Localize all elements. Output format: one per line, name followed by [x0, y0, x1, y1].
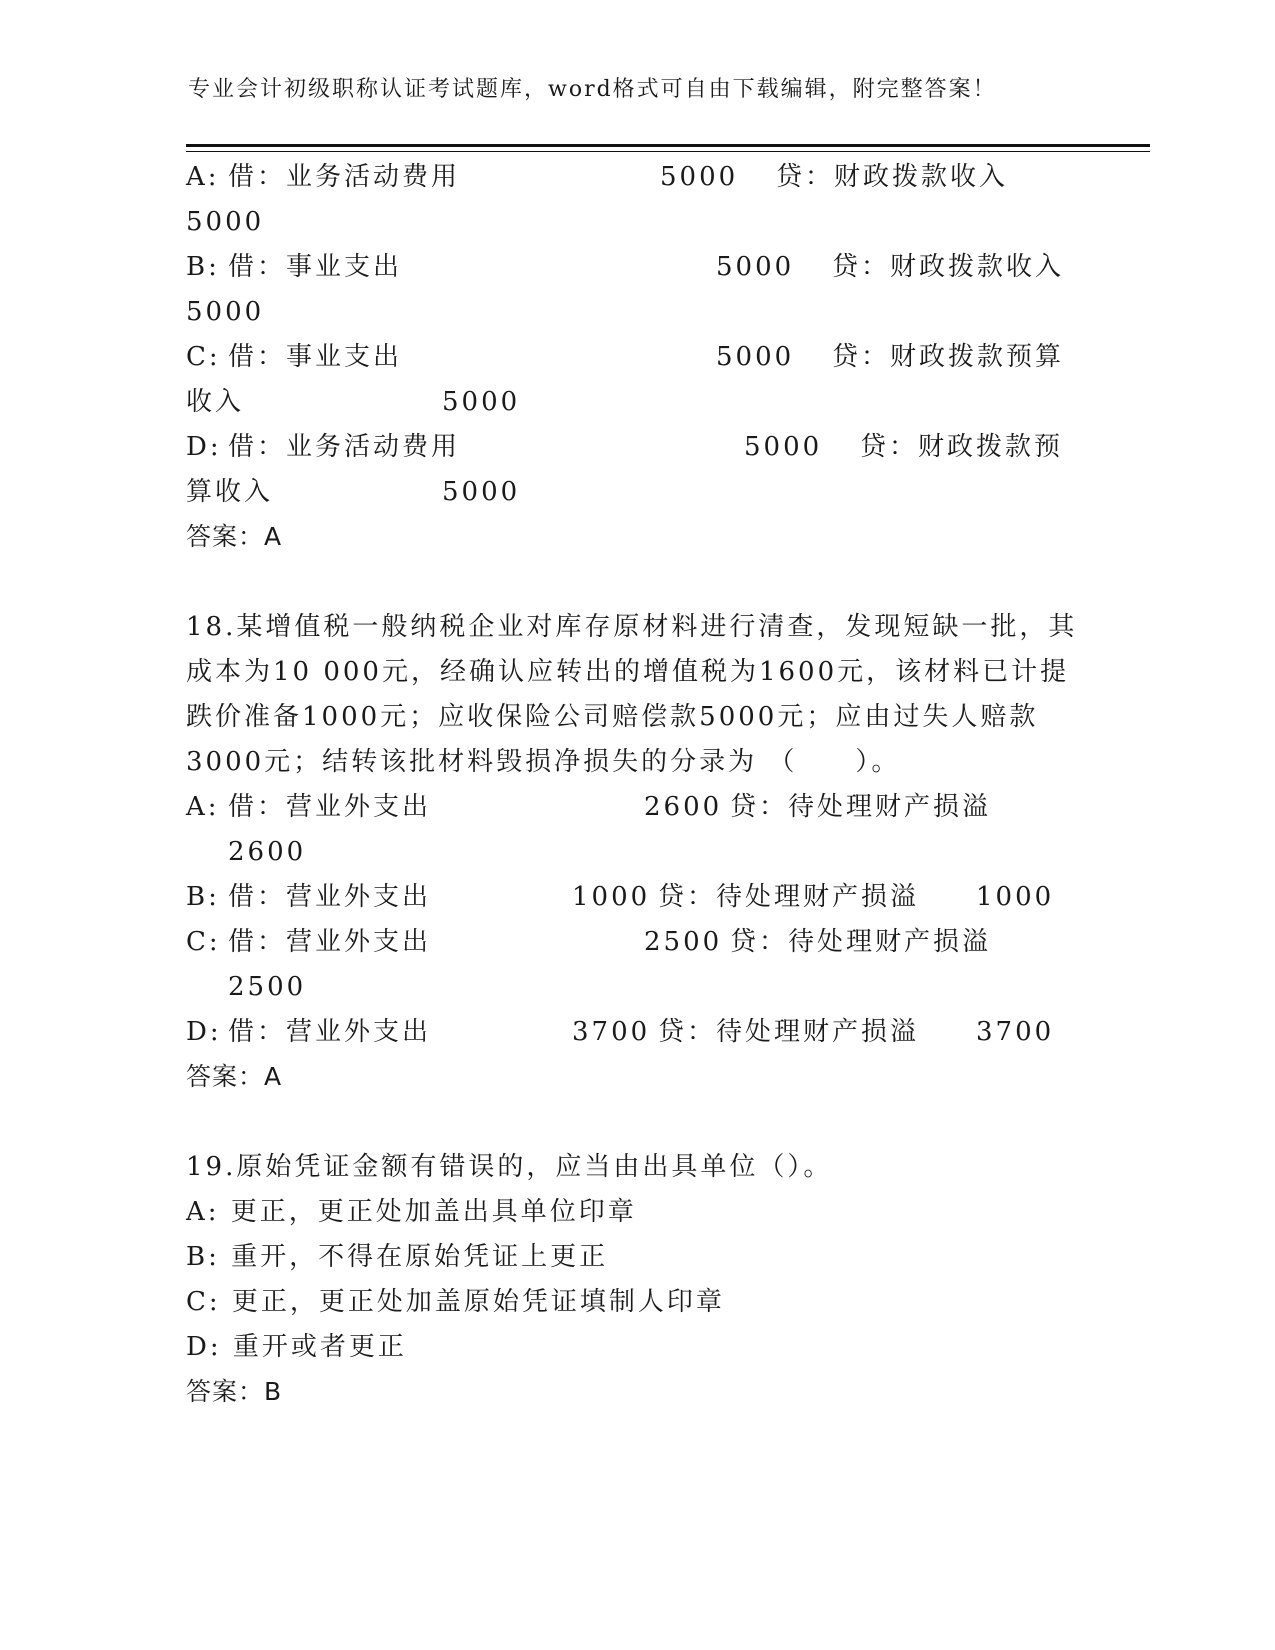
q18-option-d-amount: 3700 — [572, 1017, 651, 1047]
q18-option-a-amount2: 2600 — [228, 837, 307, 867]
q17-option-c-credit: 贷：财政拨款预算 — [832, 342, 1065, 372]
q18-option-d-debit: 借：营业外支出 — [228, 1017, 432, 1047]
q17-option-a-credit: 贷：财政拨款收入 — [776, 162, 1009, 192]
q17-option-d-cont: 算收入 — [186, 477, 274, 507]
q18-answer: 答案：A — [186, 1062, 283, 1091]
q18-option-a-debit: 借：营业外支出 — [228, 792, 432, 822]
q17-option-c-debit: 借：事业支出 — [228, 342, 403, 372]
q17-option-d-amount: 5000 — [744, 432, 823, 462]
q17-option-b-amount2: 5000 — [186, 297, 265, 327]
q18-option-d-amount2: 3700 — [976, 1017, 1055, 1047]
q18-option-b-debit: 借：营业外支出 — [228, 882, 432, 912]
q17-option-c-amount: 5000 — [716, 342, 795, 372]
q17-option-b-amount: 5000 — [716, 252, 795, 282]
q17-option-d-label: D: — [186, 432, 222, 462]
q18-text-line4: 3000元；结转该批材料毁损净损失的分录为 （ ）。 — [186, 747, 901, 777]
q17-option-c-cont: 收入 — [186, 387, 245, 417]
q18-option-c-debit: 借：营业外支出 — [228, 927, 432, 957]
q19-option-a: A: 更正，更正处加盖出具单位印章 — [186, 1197, 637, 1227]
q17-answer: 答案：A — [186, 522, 283, 551]
q18-option-c-amount2: 2500 — [228, 972, 307, 1002]
q17-option-c-amount2: 5000 — [442, 387, 521, 417]
q17-option-a-amount: 5000 — [660, 162, 739, 192]
q17-option-d-amount2: 5000 — [442, 477, 521, 507]
q17-option-c-label: C: — [186, 342, 221, 372]
q17-option-d-credit: 贷：财政拨款预 — [860, 432, 1064, 462]
q18-option-c-credit: 贷：待处理财产损溢 — [730, 927, 992, 957]
q18-option-b-amount: 1000 — [572, 882, 651, 912]
q17-option-b-debit: 借：事业支出 — [228, 252, 403, 282]
q17-option-d-debit: 借：业务活动费用 — [228, 432, 461, 462]
q18-option-d-credit: 贷：待处理财产损溢 — [658, 1017, 920, 1047]
q18-option-c-label: C: — [186, 927, 221, 957]
q18-option-b-credit: 贷：待处理财产损溢 — [658, 882, 920, 912]
q17-option-a-debit: 借：业务活动费用 — [228, 162, 461, 192]
header-divider-thin — [186, 151, 1150, 152]
q18-option-a-credit: 贷：待处理财产损溢 — [730, 792, 992, 822]
header-text: 专业会计初级职称认证考试题库，word格式可自由下载编辑，附完整答案！ — [188, 77, 997, 102]
q19-option-d: D: 重开或者更正 — [186, 1332, 407, 1362]
q18-option-a-amount: 2600 — [644, 792, 723, 822]
q19-option-b: B: 重开，不得在原始凭证上更正 — [186, 1242, 609, 1272]
q18-option-d-label: D: — [186, 1017, 222, 1047]
q18-text-line1: 18.某增值税一般纳税企业对库存原材料进行清查，发现短缺一批，其 — [186, 612, 1078, 642]
q18-text-line3: 跌价准备1000元；应收保险公司赔偿款5000元；应由过失人赔款 — [186, 702, 1039, 732]
q18-text-line2: 成本为10 000元，经确认应转出的增值税为1600元，该材料已计提 — [186, 657, 1070, 687]
q17-option-b-label: B: — [186, 252, 220, 282]
q19-option-c: C: 更正，更正处加盖原始凭证填制人印章 — [186, 1287, 725, 1317]
q17-option-b-credit: 贷：财政拨款收入 — [832, 252, 1065, 282]
q19-answer: 答案：B — [186, 1377, 283, 1406]
q18-option-c-amount: 2500 — [644, 927, 723, 957]
q18-option-b-amount2: 1000 — [976, 882, 1055, 912]
q17-option-a-label: A: — [186, 162, 220, 192]
q19-question: 19.原始凭证金额有错误的，应当由出具单位（）。 — [186, 1152, 833, 1182]
q18-option-a-label: A: — [186, 792, 220, 822]
q18-option-b-label: B: — [186, 882, 220, 912]
header-divider — [186, 144, 1150, 147]
q17-option-a-amount2: 5000 — [186, 207, 265, 237]
